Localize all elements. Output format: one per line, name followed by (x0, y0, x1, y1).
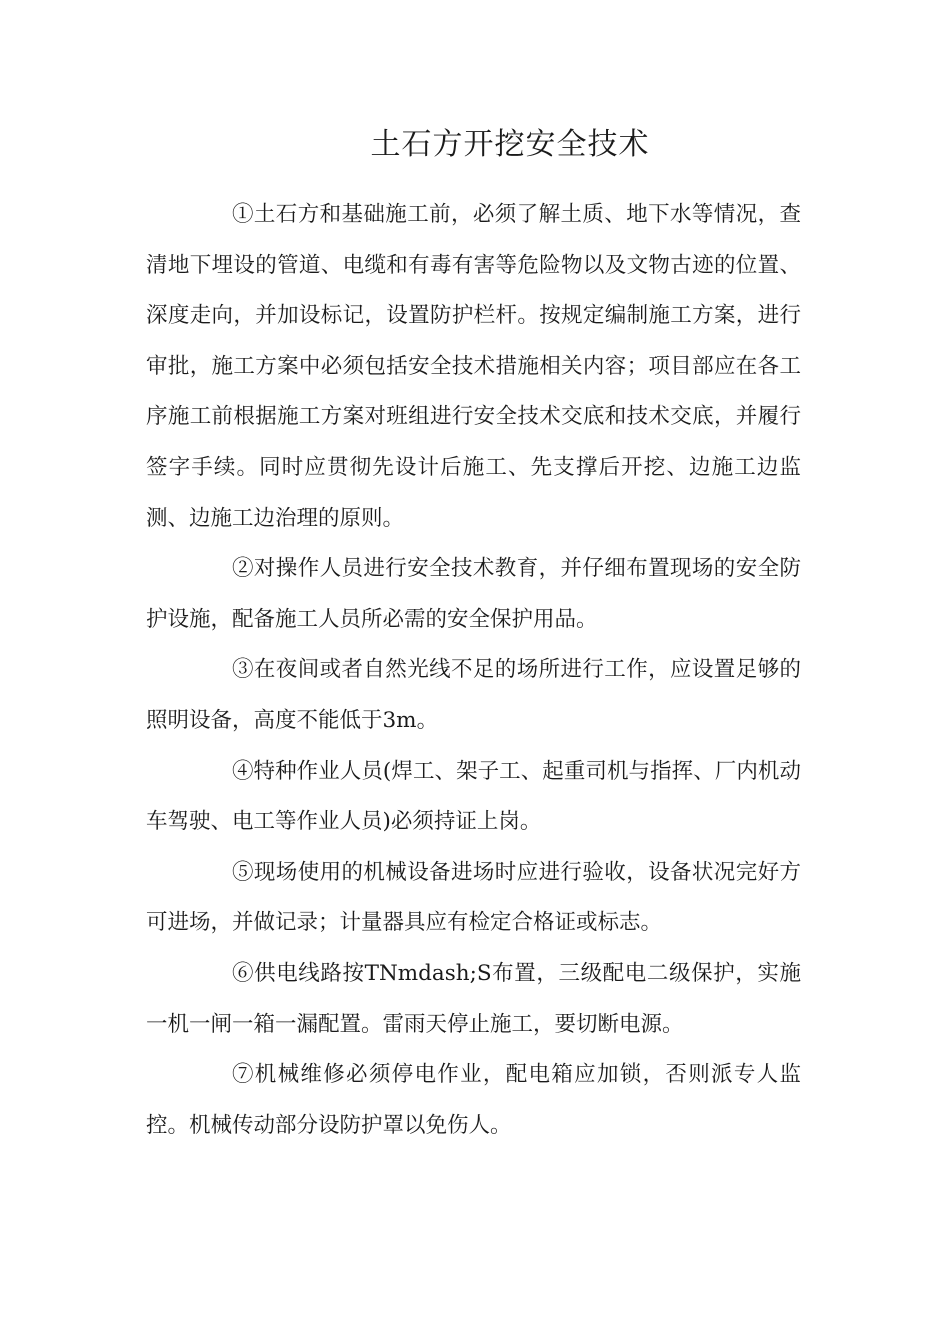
document-title: 土石方开挖安全技术 (370, 127, 650, 162)
paragraph-3: ③在夜间或者自然光线不足的场所进行工作，应设置足够的照明设备，高度不能低于3m。 (146, 657, 801, 733)
paragraph-5: ⑤现场使用的机械设备进场时应进行验收，设备状况完好方可进场，并做记录；计量器具应有检定合格证或标志。 (146, 859, 801, 936)
paragraph-1: ①土石方和基础施工前，必须了解土质、地下水等情况，查清地下埋设的管道、电缆和有毒有害等危险物以及文物古迹的位置、深度走向，并加设标记，设置防护栏杆。按规定编制施工方案，进行审批，施工方案中必须包括安全技术措施相关内容；项目部应在各工序施工前根据施工方案对班组进行安全技术交底和技术交底，并履行签字手续。同时应贯彻先设计后施工、先支撑后开挖、边施工边监测、边施工边治理的原则。 (146, 202, 801, 531)
paragraph-2: ②对操作人员进行安全技术教育，并仔细布置现场的安全防护设施，配备施工人员所必需的安全保护用品。 (146, 556, 801, 632)
paragraph-4: ④特种作业人员(焊工、架子工、起重司机与指挥、厂内机动车驾驶、电工等作业人员)必须持证上岗。 (146, 758, 801, 835)
document-body (146, 190, 801, 1151)
paragraph-6: ⑥供电线路按TNmdash;S布置，三级配电二级保护，实施一机一闸一箱一漏配置。雷雨天停止施工，要切断电源。 (146, 960, 801, 1037)
paragraph-7: ⑦机械维修必须停电作业，配电箱应加锁，否则派专人监控。机械传动部分设防护罩以免伤人。 (146, 1062, 801, 1138)
